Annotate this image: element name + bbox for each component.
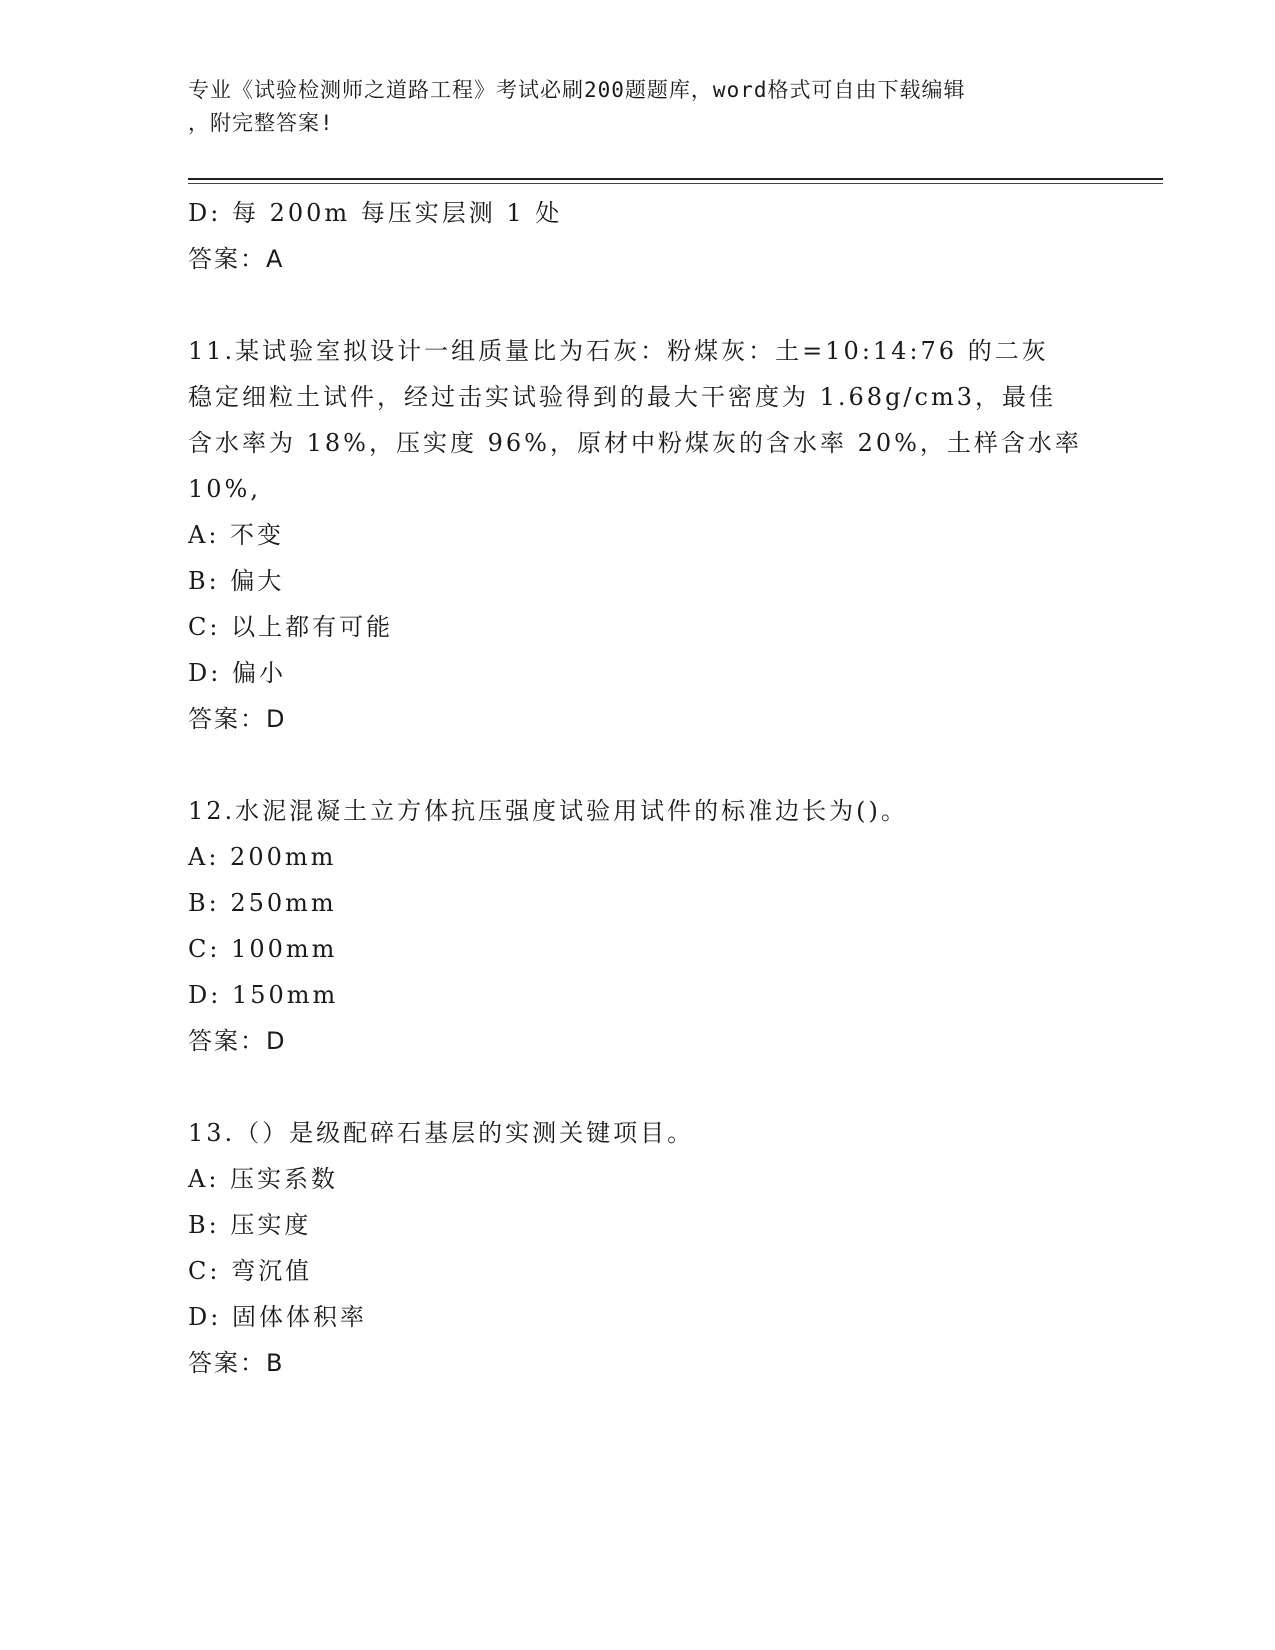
spacer [188, 1064, 1088, 1110]
header-divider-thin [188, 183, 1163, 184]
option-d: D: 固体体积率 [188, 1303, 367, 1331]
option-d: D: 每 200m 每压实层测 1 处 [188, 199, 563, 227]
question-stem-line: 10%, [188, 475, 261, 503]
document-body [188, 190, 1088, 1386]
option-c: C: 100mm [188, 935, 338, 963]
option-b: B: 压实度 [188, 1211, 312, 1239]
answer-line: 答案：A [188, 245, 285, 273]
header-title-line-1: 专业《试验检测师之道路工程》考试必刷200题题库，word格式可自由下载编辑 [188, 78, 966, 102]
question-stem-line: 12.水泥混凝土立方体抗压强度试验用试件的标准边长为()。 [188, 797, 908, 825]
answer-line: 答案：B [188, 1349, 285, 1377]
answer-line: 答案：D [188, 705, 287, 733]
question-stem-line: 11.某试验室拟设计一组质量比为石灰：粉煤灰：土=10:14:76 的二灰 [188, 337, 1049, 365]
question-stem-line: 13.（）是级配碎石基层的实测关键项目。 [188, 1119, 695, 1147]
option-b: B: 250mm [188, 889, 337, 917]
option-d: D: 偏小 [188, 659, 286, 687]
answer-line: 答案：D [188, 1027, 287, 1055]
option-a: A: 压实系数 [188, 1165, 339, 1193]
question-stem-line: 稳定细粒土试件，经过击实试验得到的最大干密度为 1.68g/cm3，最佳 [188, 383, 1056, 411]
option-c: C: 弯沉值 [188, 1257, 313, 1285]
header-divider-thick [188, 178, 1163, 180]
question-12 [188, 788, 1088, 1064]
spacer [188, 742, 1088, 788]
option-d: D: 150mm [188, 981, 339, 1009]
option-a: A: 200mm [188, 843, 337, 871]
question-11 [188, 328, 1088, 742]
question-13 [188, 1110, 1088, 1386]
option-c: C: 以上都有可能 [188, 613, 394, 641]
header-title-line-2: ，附完整答案! [188, 111, 334, 135]
document-header [188, 74, 1088, 140]
question-stem-line: 含水率为 18%，压实度 96%，原材中粉煤灰的含水率 20%，土样含水率 [188, 429, 1082, 457]
previous-question-tail [188, 190, 1088, 282]
spacer [188, 282, 1088, 328]
option-a: A: 不变 [188, 521, 285, 549]
option-b: B: 偏大 [188, 567, 285, 595]
